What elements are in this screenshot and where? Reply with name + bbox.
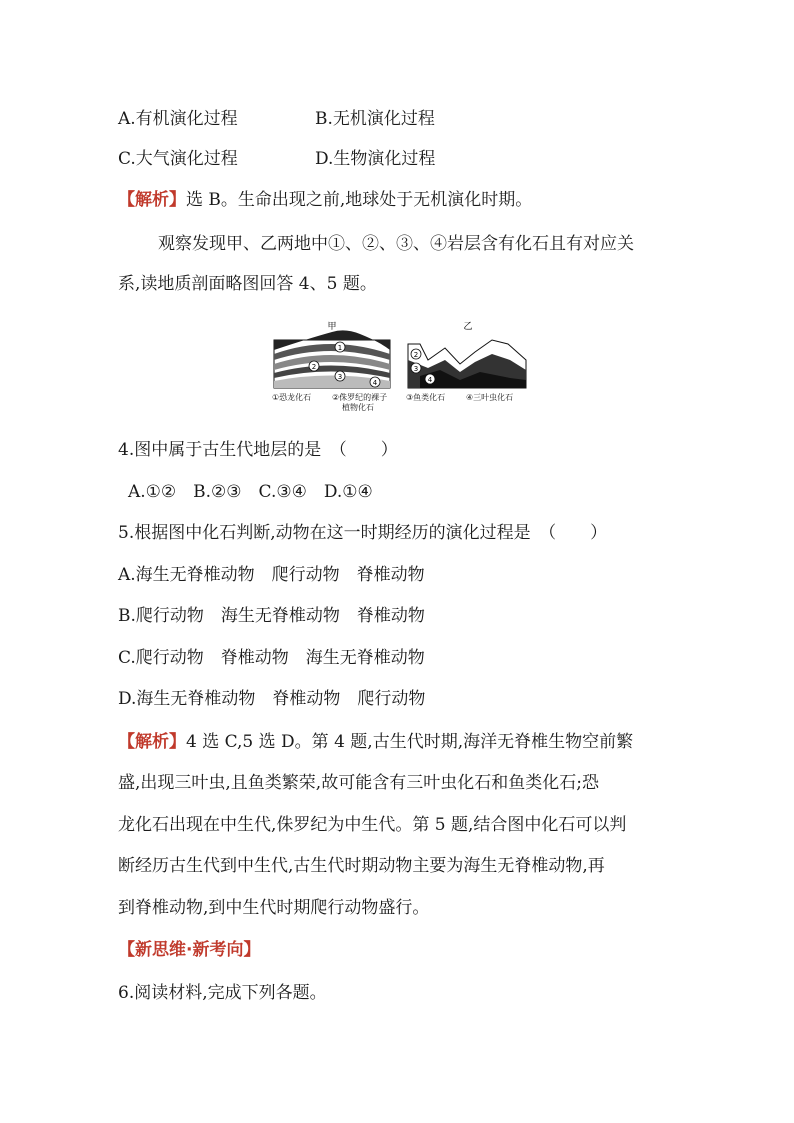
analysis2-tag: 【解析】 [118, 732, 186, 752]
q5-stem: 5.根据图中化石判断,动物在这一时期经历的演化过程是 （ ） [118, 523, 608, 543]
q5-option-c: C.爬行动物 脊椎动物 海生无脊椎动物 [118, 648, 425, 668]
analysis2-line-2: 盛,出现三叶虫,且鱼类繁荣,故可能含有三叶虫化石和鱼类化石;恐 [118, 773, 599, 793]
caption-1: ①恐龙化石 [272, 393, 312, 402]
analysis2-line-5: 到脊椎动物,到中生代时期爬行动物盛行。 [118, 898, 430, 918]
intro-line-1: 观察发现甲、乙两地中①、②、③、④岩层含有化石且有对应关 [158, 234, 634, 254]
q4-options: A.①② B.②③ C.③④ D.①④ [128, 482, 373, 502]
q4-stem: 4.图中属于古生代地层的是 （ ） [118, 440, 398, 460]
layer-4-label-jia: 4 [372, 379, 378, 387]
layer-2-label-yi: 2 [413, 351, 419, 359]
q3-option-c: C.大气演化过程 [118, 149, 238, 169]
q3-option-b: B.无机演化过程 [315, 109, 435, 129]
analysis-text: 选 B。生命出现之前,地球处于无机演化时期。 [186, 190, 533, 210]
q6-stem: 6.阅读材料,完成下列各题。 [118, 983, 327, 1003]
layer-4-label-yi: 4 [427, 376, 433, 384]
q5-option-b: B.爬行动物 海生无脊椎动物 脊椎动物 [118, 606, 425, 626]
section-title: 【新思维·新考向】 [118, 940, 261, 960]
profile-yi [408, 321, 526, 388]
layer-2-label: 2 [311, 363, 317, 371]
analysis2-line-1 [118, 731, 633, 753]
q3-option-a: A.有机演化过程 [118, 109, 238, 129]
caption-4: ④三叶虫化石 [466, 393, 514, 402]
q5-option-a: A.海生无脊椎动物 爬行动物 脊椎动物 [118, 565, 425, 585]
caption-2-line2: 植物化石 [342, 403, 374, 412]
intro-line-2: 系,读地质剖面略图回答 4、5 题。 [118, 274, 377, 294]
caption-3: ③鱼类化石 [406, 393, 446, 402]
analysis2-line-4: 断经历古生代到中生代,古生代时期动物主要为海生无脊椎动物,再 [118, 856, 605, 876]
analysis2-text-1: 4 选 C,5 选 D。第 4 题,古生代时期,海洋无脊椎生物空前繁 [186, 732, 634, 752]
geology-section-figure [270, 320, 532, 412]
analysis-tag: 【解析】 [118, 190, 186, 210]
q3-option-d: D.生物演化过程 [315, 149, 436, 169]
q5-option-d: D.海生无脊椎动物 脊椎动物 爬行动物 [118, 689, 426, 709]
q3-analysis [118, 189, 532, 211]
label-yi: 乙 [463, 322, 473, 332]
layer-1-label: 1 [337, 344, 343, 352]
layer-3-label: 3 [337, 373, 343, 381]
label-jia: 甲 [327, 322, 337, 332]
analysis2-line-3: 龙化石出现在中生代,侏罗纪为中生代。第 5 题,结合图中化石可以判 [118, 815, 627, 835]
caption-2-line1: ②侏罗纪的裸子 [332, 393, 388, 402]
layer-3-label-yi: 3 [413, 365, 419, 373]
profile-jia [274, 321, 390, 388]
